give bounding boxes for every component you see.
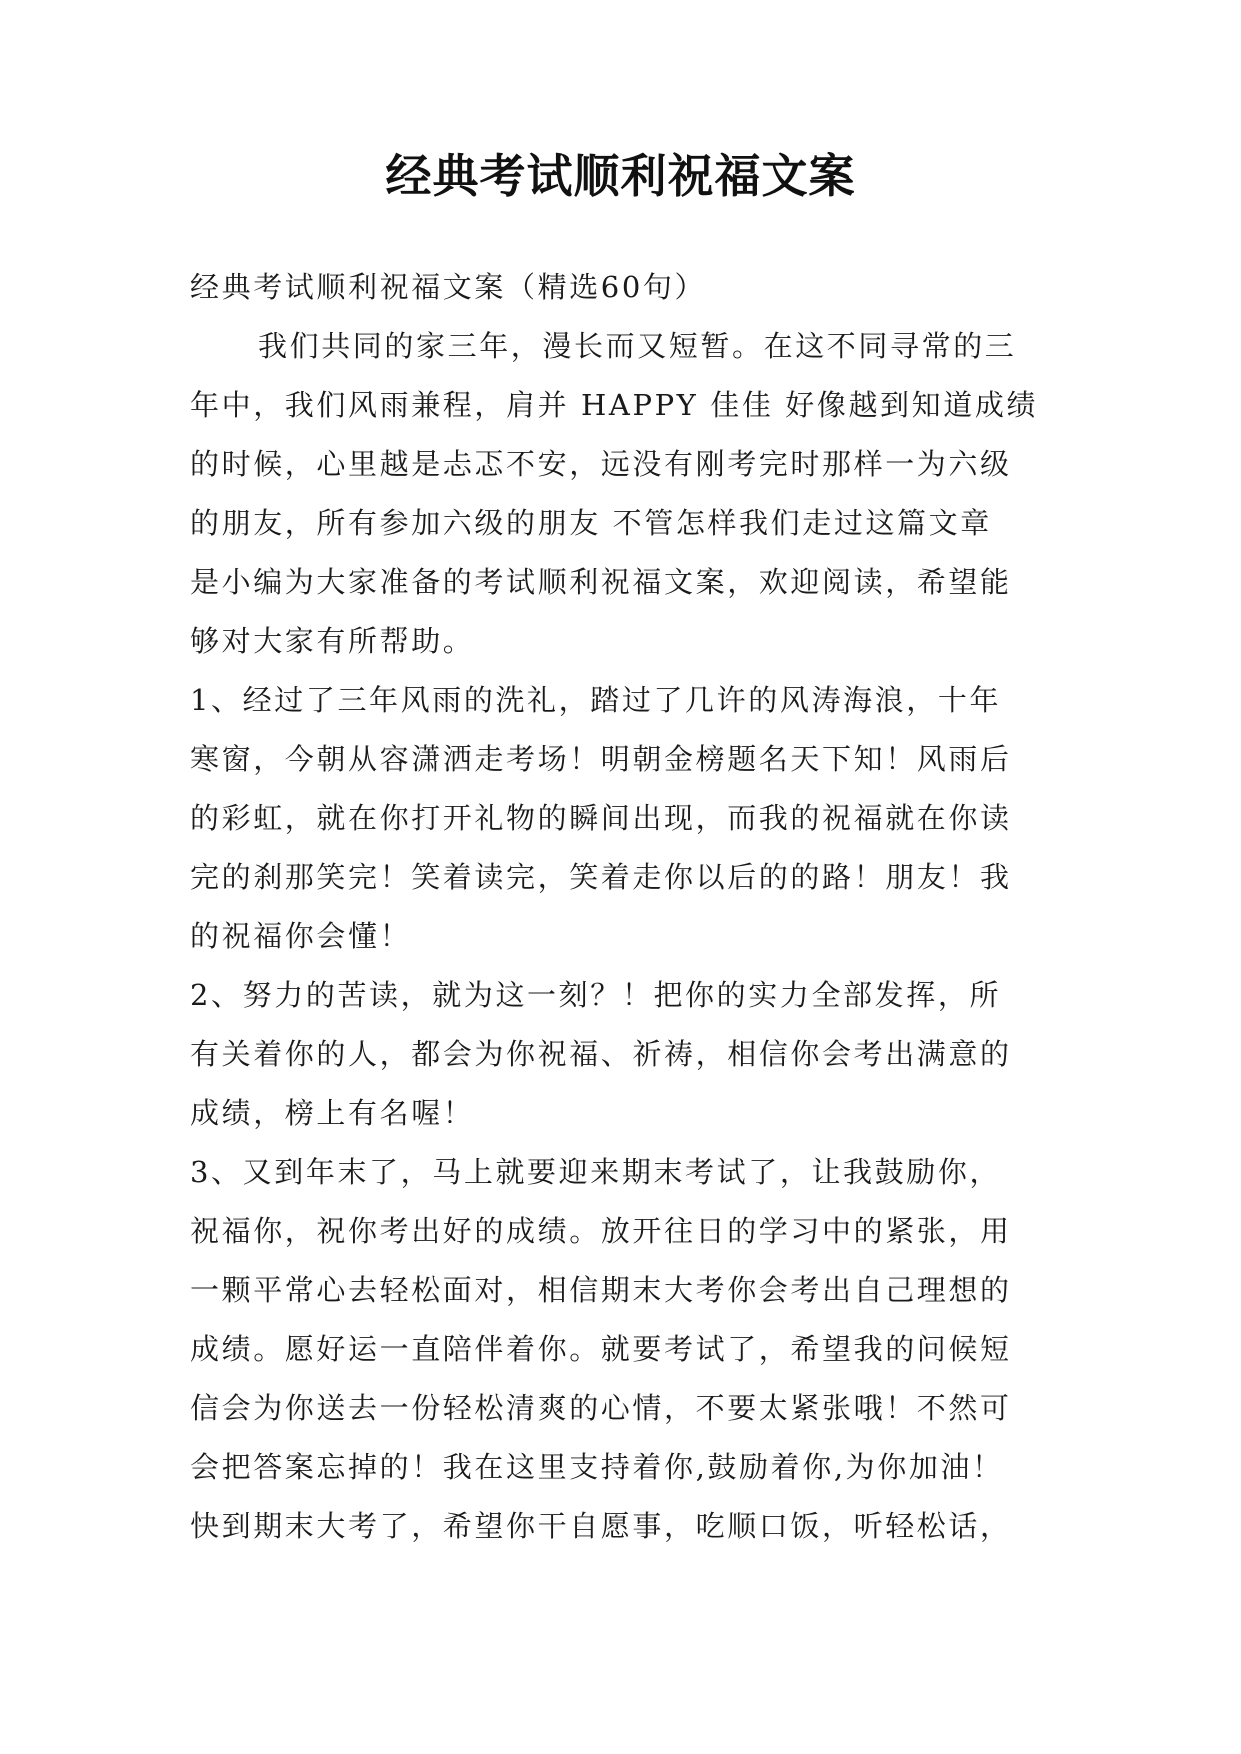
item-1-line: 寒窗，今朝从容潇洒走考场！明朝金榜题名天下知！风雨后 [190,742,1012,776]
document-body [190,258,1050,1556]
item-1-line: 的彩虹，就在你打开礼物的瞬间出现，而我的祝福就在你读 [190,801,1012,835]
item-3-line: 祝福你，祝你考出好的成绩。放开往日的学习中的紧张，用 [190,1214,1012,1248]
item-3-line: 成绩。愿好运一直陪伴着你。就要考试了，希望我的问候短 [190,1332,1012,1366]
item-3-line: 一颗平常心去轻松面对，相信期末大考你会考出自己理想的 [190,1273,1012,1307]
intro-paragraph-line: 的朋友，所有参加六级的朋友 不管怎样我们走过这篇文章 [190,506,992,540]
intro-paragraph-line: 是小编为大家准备的考试顺利祝福文案，欢迎阅读，希望能 [190,565,1012,599]
intro-paragraph-line: 我们共同的家三年，漫长而又短暂。在这不同寻常的三 [258,329,1017,363]
subtitle-line: 经典考试顺利祝福文案（精选60句） [190,270,707,304]
intro-paragraph-line: 的时候，心里越是忐忑不安，远没有刚考完时那样一为六级 [190,447,1012,481]
item-1-line: 1、经过了三年风雨的洗礼，踏过了几许的风涛海浪，十年 [190,683,1002,717]
item-2-line: 有关着你的人，都会为你祝福、祈祷，相信你会考出满意的 [190,1037,1012,1071]
item-2-line: 成绩，榜上有名喔！ [190,1096,475,1130]
intro-paragraph-line: 年中，我们风雨兼程，肩并 HAPPY 佳佳 好像越到知道成绩 [190,388,1039,422]
item-3-line: 快到期末大考了，希望你干自愿事，吃顺口饭，听轻松话， [190,1509,1012,1543]
item-3-line: 信会为你送去一份轻松清爽的心情，不要太紧张哦！不然可 [190,1391,1012,1425]
item-1-line: 的祝福你会懂！ [190,919,412,953]
item-3-line: 会把答案忘掉的！我在这里支持着你,鼓励着你,为你加油！ [190,1450,1004,1484]
item-1-line: 完的刹那笑完！笑着读完，笑着走你以后的的路！朋友！我 [190,860,1012,894]
item-3-line: 3、又到年末了，马上就要迎来期末考试了，让我鼓励你， [190,1155,1002,1189]
item-2-line: 2、努力的苦读，就为这一刻？！把你的实力全部发挥，所 [190,978,1002,1012]
document-title: 经典考试顺利祝福文案 [385,149,856,203]
intro-paragraph-line: 够对大家有所帮助。 [190,624,475,658]
